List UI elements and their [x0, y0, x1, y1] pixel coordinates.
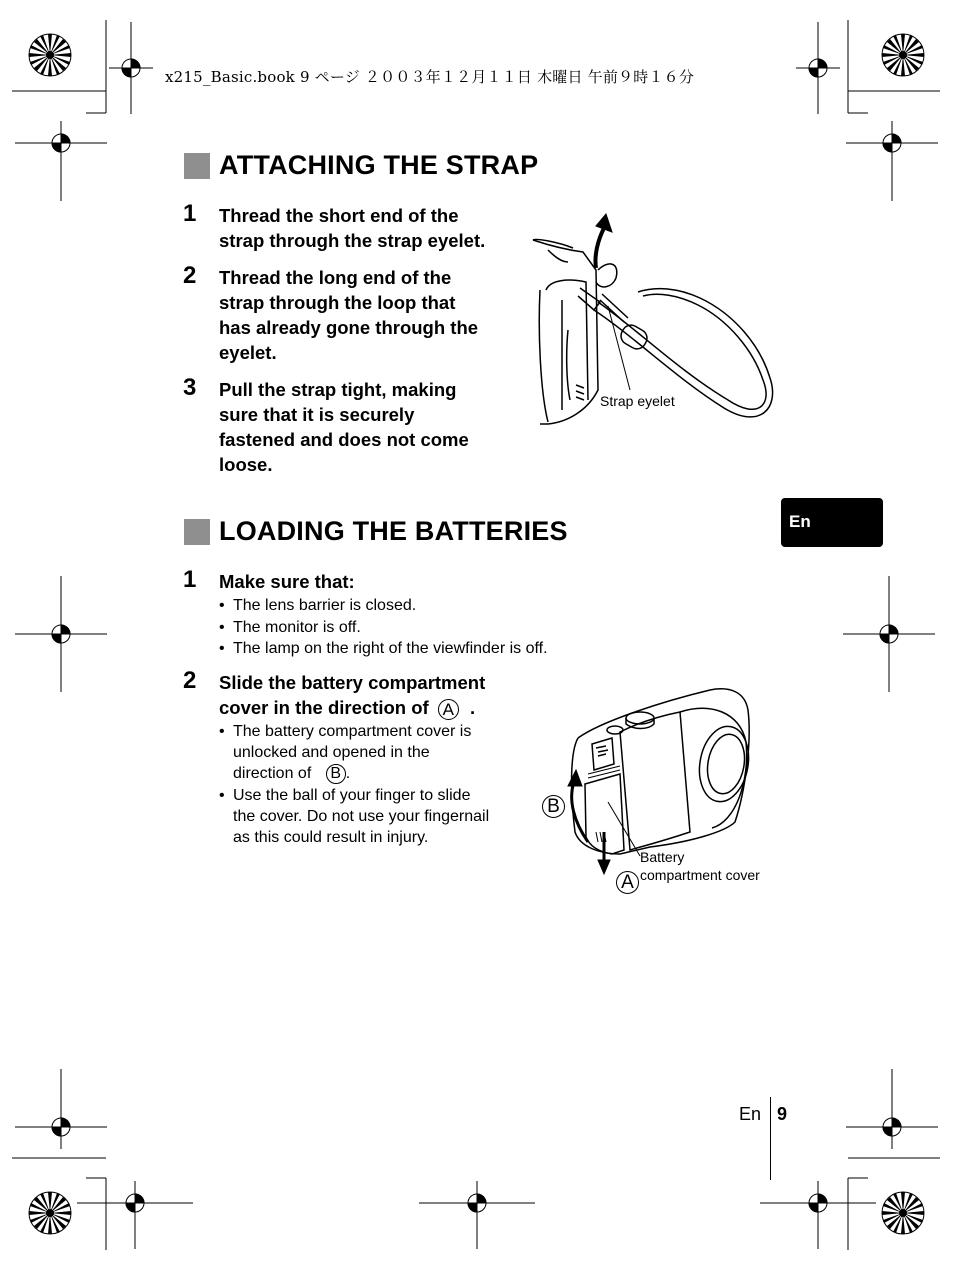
- bullet-period: .: [345, 765, 351, 782]
- bullet-dot: •: [219, 787, 225, 804]
- section-title-strap-text: ATTACHING THE STRAP: [219, 150, 539, 180]
- strap-step-1-line-1: Thread the short end of the: [219, 205, 459, 226]
- bullet-dot: •: [219, 640, 225, 657]
- strap-eyelet-label: Strap eyelet: [600, 393, 675, 409]
- battery-step-2-line-2: [219, 695, 485, 720]
- strap-step-1-line-2: strap through the strap eyelet.: [219, 230, 486, 251]
- bullet-text: [233, 785, 489, 848]
- section-marker-icon: [184, 519, 210, 545]
- bullet-line: [233, 763, 471, 784]
- strap-step-3-line-4: loose.: [219, 454, 273, 475]
- battery-step-2-line-1: Slide the battery compartment: [219, 672, 486, 693]
- battery-cover-label: [640, 848, 760, 884]
- bullet-dot: •: [219, 597, 225, 614]
- section-marker-icon: [184, 153, 210, 179]
- bullet-line: as this could result in injury.: [233, 829, 429, 846]
- strap-step-3-number: 3: [183, 374, 197, 401]
- circle-b-icon: B: [326, 764, 346, 784]
- print-header: x215_Basic.book 9 ページ ２００３年１２月１１日 木曜日 午前９時１６分: [165, 68, 695, 86]
- battery-step-1-heading: Make sure that:: [219, 571, 355, 592]
- strap-step-2-text: [219, 265, 478, 365]
- bullet-line: unlocked and opened in the: [233, 744, 430, 761]
- section-title-strap: [184, 150, 538, 181]
- bullet-text: [233, 721, 471, 784]
- strap-step-3-line-2: sure that it is securely: [219, 404, 415, 425]
- battery-step-1-number: 1: [183, 566, 197, 593]
- figure-circle-b-icon: B: [542, 795, 565, 818]
- battery-cover-label-line-2: compartment cover: [640, 867, 760, 883]
- section-title-batteries: [184, 516, 568, 547]
- strap-step-2-line-4: eyelet.: [219, 342, 277, 363]
- strap-step-2-number: 2: [183, 262, 197, 289]
- bullet-text: The monitor is off.: [233, 619, 361, 636]
- strap-step-2-line-2: strap through the loop that: [219, 292, 456, 313]
- circle-a-icon: A: [438, 699, 459, 720]
- bullet-dot: •: [219, 619, 225, 636]
- language-tab: [781, 498, 883, 547]
- bullet-text: The lens barrier is closed.: [233, 597, 417, 614]
- bullet-line-text: direction of: [233, 765, 312, 782]
- language-tab-label: En: [789, 512, 811, 531]
- bullet-dot: •: [219, 723, 225, 740]
- strap-step-3-text: [219, 377, 469, 477]
- page-number: 9: [777, 1104, 788, 1124]
- battery-step-2-line-2-text: cover in the direction of: [219, 697, 429, 718]
- strap-step-1-text: [219, 203, 485, 253]
- battery-step-2-text: [219, 670, 485, 720]
- strap-step-2-line-1: Thread the long end of the: [219, 267, 452, 288]
- battery-step-2-period: .: [469, 697, 476, 718]
- strap-step-3-line-3: fastened and does not come: [219, 429, 469, 450]
- bullet-line: the cover. Do not use your fingernail: [233, 808, 490, 825]
- footer-divider: [770, 1097, 771, 1180]
- footer-language: En: [739, 1104, 762, 1124]
- battery-step-2-number: 2: [183, 667, 197, 694]
- bullet-text: The lamp on the right of the viewfinder is off.: [233, 640, 548, 657]
- figure-circle-a-icon: A: [616, 871, 639, 894]
- bullet-line: The battery compartment cover is: [233, 723, 472, 740]
- battery-cover-label-line-1: Battery: [640, 849, 685, 865]
- bullet-line: Use the ball of your finger to slide: [233, 787, 471, 804]
- section-title-batteries-text: LOADING THE BATTERIES: [219, 516, 568, 546]
- strap-step-3-line-1: Pull the strap tight, making: [219, 379, 457, 400]
- strap-step-2-line-3: has already gone through the: [219, 317, 479, 338]
- strap-step-1-number: 1: [183, 200, 197, 227]
